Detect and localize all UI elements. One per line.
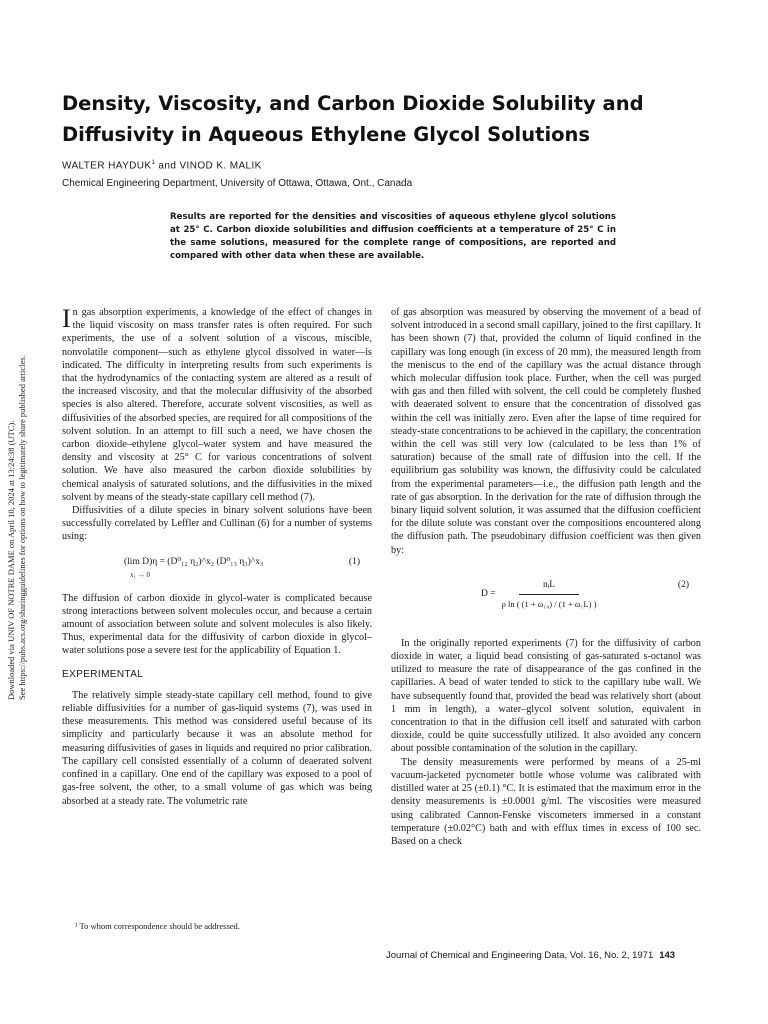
footnote: ¹ To whom correspondence should be addressed. xyxy=(75,921,240,931)
body-paragraph: The density measurements were performed by means of a 25-ml vacuum-jacketed pycnometer bottle whose volume was calibrated with distilled water at 25 (±0.1) °C. It is estimated that the maximum error in the density measurements is ±0.0001 g/ml. The viscosities were measured using calibrated Cannon-Fenske viscometers immersed in a constant temperature (±0.02°C) bath and with efflux times in excess of 100 sec. Based on a check xyxy=(391,756,701,847)
download-watermark xyxy=(6,300,40,700)
body-paragraph xyxy=(62,306,372,504)
equation-body xyxy=(481,579,596,611)
equation-text: (lim D)η = (D⁰₁₂ η₂)^x₂ (D⁰₁₃ η₃)^x₃ xyxy=(124,556,264,567)
equation-denominator: ρ ln ( (1 + ω₁₀) / (1 + ω₁L) ) xyxy=(501,599,597,610)
author-name: WALTER HAYDUK xyxy=(62,160,152,172)
affiliation: Chemical Engineering Department, University of Ottawa, Ottawa, Ont., Canada xyxy=(62,178,413,189)
author-line xyxy=(62,160,262,171)
journal-citation: Journal of Chemical and Engineering Data, Vol. 16, No. 2, 1971 xyxy=(386,950,654,961)
equation-number: (1) xyxy=(348,556,360,567)
body-paragraph: The diffusion of carbon dioxide in glycol-water is complicated because strong interactions between solvent molecules occur, and because a certain amount of association between solute and solvent molecules is also likely. Thus, experimental data for the diffusivity of carbon dioxide in glycol–water solutions pose a severe test for the applicability of Equation 1. xyxy=(62,592,372,657)
paragraph-text: n gas absorption experiments, a knowledge of the effect of changes in the liquid viscosity on mass transfer rates is often required. For such experiments, the use of a solvent solution of a viscous, miscible, nonvolatile component—such as ethylene glycol dissolved in water—is indicated. The difficulty in interpreting results from such experiments is that the hydrodynamics of the contacting system are altered as a result of the increased viscosity, and that the molecular diffusivity of the absorbed species is also altered. Therefore, accurate solvent viscosities, as well as diffusivities of the absorbed species, are required for all compositions of the solvent solution. In an attempt to fill such a need, we have chosen the carbon dioxide–ethylene glycol–water system and have measured the density and viscosity at 25° C for various concentrations of solvent solution. We have also measured the carbon dioxide solubilities by chemical analysis of saturated solutions, and the diffusivities in the mixed solvent by means of the steady-state capillary cell method (7). xyxy=(62,307,372,503)
drop-cap: I xyxy=(62,304,71,333)
left-column xyxy=(62,306,372,808)
watermark-line-1: Downloaded via UNIV OF NOTRE DAME on April 10, 2024 at 13:24:38 (UTC). xyxy=(6,420,16,700)
article-title: Density, Viscosity, and Carbon Dioxide Solubility and Diffusivity in Aqueous Ethylene Glycol Solutions xyxy=(62,92,644,146)
body-paragraph: In the originally reported experiments (7) for the diffusivity of carbon dioxide in water, a liquid bead consisting of gas-saturated s-octanol was utilized to measure the rate of disappearance of the gas confined in the capillaries. A bead of water tended to stick to the capillary tube wall. We have subsequently found that, provided the bead was relatively short (about 1 mm in length), a water–glycol solvent solution, equivalent in concentration to that in the diffusion cell itself and saturated with carbon dioxide, could be quite successfully utilized. It also avoided any concern about possible contamination of the solution in the capillary. xyxy=(391,637,701,755)
author-joiner: and xyxy=(155,160,180,172)
body-paragraph: The relatively simple steady-state capillary cell method, found to give reliable diffusivities for a number of gas-liquid systems (7), was used in these measurements. This method was considered useful because of its simplicity and particularly because it was an absolute method for measuring diffusivities of gases in liquids and required no prior calibration. The capillary cell consisted essentially of a column of deaerated solvent confined in a capillary. One end of the capillary was exposed to a pool of gas-free solvent, the other, to a small volume of gas which was being absorbed at a steady rate. The volumetric rate xyxy=(62,689,372,807)
abstract: Results are reported for the densities and viscosities of aqueous ethylene glycol solutions at 25° C. Carbon dioxide solubilities and diffusion coefficients at a temperature of 25° C in the same solutions, measured for the complete range of compositions, are reported and compared with other data when these are available. xyxy=(170,212,616,261)
equation-fraction xyxy=(502,579,597,611)
equation-lhs: D = xyxy=(481,589,496,600)
watermark-line-2: See https://pubs.acs.org/sharingguidelines for options on how to legitimately share published articles. xyxy=(17,355,27,700)
equation-body xyxy=(124,556,263,582)
footnote-marker: 1 xyxy=(151,160,156,166)
body-paragraph: Diffusivities of a dilute species in binary solvent solutions have been successfully correlated by Leffler and Cullinan (6) for a number of systems using: xyxy=(62,505,372,543)
right-column xyxy=(391,306,701,848)
page-number: 143 xyxy=(659,950,676,961)
section-heading: EXPERIMENTAL xyxy=(62,668,144,680)
equation-number: (2) xyxy=(677,579,689,590)
equation-numerator: nᵢL xyxy=(519,579,579,595)
author-name: VINOD K. MALIK xyxy=(179,160,262,172)
body-paragraph: of gas absorption was measured by observing the movement of a bead of solvent introduced in a second small capillary, joined to the first capillary. It has been shown (7) that, provided the column of liquid confined in the capillary was long enough (in excess of 20 mm), the measured length from the meniscus to the end of the capillary was the actual distance through which molecular diffusion took place. Further, when the cell was purged with gas and then filled with solvent, the cell could be completely flushed with deaerated solvent to ensure that the concentration of dissolved gas within the cell was initially zero. Even after the lapse of time required for steady-state concentrations to be achieved in the capillary, the concentration within the cell was still very low (calculated to be less than 1% of saturation) because of the small rate of diffusion into the cell. If the equilibrium gas solubility was known, the diffusivity could be calculated from the experimental parameters—i.e., the diffusion path length and the rate of gas absorption. In the derivation for the rate of diffusion through the binary liquid solvent solution, it was assumed that the diffusion coefficient for the dilute solute was constant over the compositions encountered along the diffusion path. The pseudobinary diffusion coefficient was then given by: xyxy=(391,307,701,556)
equation-limit: x₁ → 0 xyxy=(130,570,150,579)
equation-1 xyxy=(62,552,372,578)
equation-2 xyxy=(391,571,701,619)
page-footer xyxy=(386,950,675,961)
